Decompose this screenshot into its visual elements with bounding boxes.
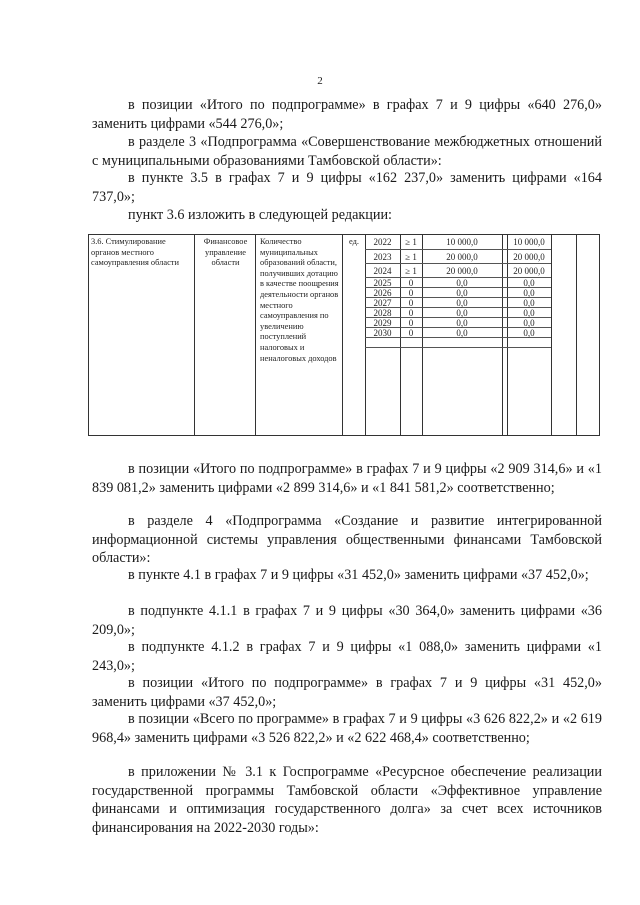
paragraph-itogo-subprogram-4: в позиции «Итого по подпрограмме» в графах 7 и 9 цифры «31 452,0» заменить цифрами «37 452,0»; xyxy=(92,675,602,710)
row-year: 2023 xyxy=(373,252,392,262)
paragraph-section-4: в разделе 4 «Подпрограмма «Создание и развитие интегрированной информационной системы управления общественными финансами Тамбовской области»: xyxy=(92,513,602,567)
paragraph-vsego-program: в позиции «Всего по программе» в графах 7 и 9 цифры «3 626 822,2» и «2 619 968,4» заменить цифрами «3 526 822,2» и «2 622 468,4» соответственно; xyxy=(92,711,602,746)
row-year: 2028 xyxy=(373,308,392,318)
executor: Финансовое управление области xyxy=(203,237,248,268)
row-total: 20 000,0 xyxy=(513,266,545,276)
row-target: ≥ 1 xyxy=(405,252,417,262)
row-target: 0 xyxy=(408,328,414,338)
row-amount: 0,0 xyxy=(456,328,468,338)
row-target: ≥ 1 xyxy=(405,237,417,247)
row-target: 0 xyxy=(408,288,414,298)
row-target: 0 xyxy=(408,278,414,288)
row-year: 2029 xyxy=(373,318,392,328)
paragraph-appendix-3-1: в приложении № 3.1 к Госпрограмме «Ресурсное обеспечение реализации государственной программы Тамбовской области «Эффективное управление финансами и оптимизация государственного долга» за счет всех источников финансирования на 2022-2030 годы»: xyxy=(92,764,602,837)
row-year: 2026 xyxy=(373,288,392,298)
row-target: 0 xyxy=(408,298,414,308)
row-year: 2030 xyxy=(373,328,392,338)
row-amount: 0,0 xyxy=(456,298,468,308)
paragraph-subpoint-4-1-2: в подпункте 4.1.2 в графах 7 и 9 цифры «1 088,0» заменить цифрами «1 243,0»; xyxy=(92,639,602,674)
paragraph-point-4-1: в пункте 4.1 в графах 7 и 9 цифры «31 452,0» заменить цифрами «37 452,0»; xyxy=(128,567,589,583)
row-year: 2022 xyxy=(373,237,392,247)
row-total: 0,0 xyxy=(523,328,535,338)
row-amount: 0,0 xyxy=(456,308,468,318)
page-number: 2 xyxy=(317,75,323,87)
row-target: ≥ 1 xyxy=(405,266,417,276)
measure-name: 3.6. Стимулирование органов местного самоуправления области xyxy=(91,237,179,268)
paragraph-point-3-5: в пункте 3.5 в графах 7 и 9 цифры «162 237,0» заменить цифрами «164 737,0»; xyxy=(92,170,602,205)
paragraph-subpoint-4-1-1: в подпункте 4.1.1 в графах 7 и 9 цифры «30 364,0» заменить цифрами «36 209,0»; xyxy=(92,603,602,638)
inserted-table xyxy=(88,234,600,436)
paragraph-itogo-subprogram-3: в позиции «Итого по подпрограмме» в графах 7 и 9 цифры «2 909 314,6» и «1 839 081,2» заменить цифрами «2 899 314,6» и «1 841 581,2» соответственно; xyxy=(92,461,602,496)
paragraph-section-3: в разделе 3 «Подпрограмма «Совершенствование межбюджетных отношений с муниципальными образованиями Тамбовской области»: xyxy=(92,134,602,169)
indicator-name: Количество муниципальных образований области, получивших дотацию в качестве поощрения деятельности органов местного самоуправления по увеличению поступлений налоговых и неналоговых доходов xyxy=(260,237,339,363)
row-year: 2024 xyxy=(373,266,392,276)
row-target: 0 xyxy=(408,308,414,318)
row-year: 2025 xyxy=(373,278,392,288)
row-total: 0,0 xyxy=(523,278,535,288)
row-amount: 10 000,0 xyxy=(446,237,478,247)
row-amount: 0,0 xyxy=(456,278,468,288)
row-total: 0,0 xyxy=(523,308,535,318)
row-amount: 0,0 xyxy=(456,318,468,328)
row-total: 0,0 xyxy=(523,298,535,308)
row-amount: 20 000,0 xyxy=(446,266,478,276)
row-total: 20 000,0 xyxy=(513,252,545,262)
row-total: 0,0 xyxy=(523,318,535,328)
row-amount: 0,0 xyxy=(456,288,468,298)
row-target: 0 xyxy=(408,318,414,328)
row-total: 0,0 xyxy=(523,288,535,298)
paragraph-point-3-6-intro: пункт 3.6 изложить в следующей редакции: xyxy=(128,207,392,223)
row-total: 10 000,0 xyxy=(513,237,545,247)
row-amount: 20 000,0 xyxy=(446,252,478,262)
unit: ед. xyxy=(349,237,359,246)
paragraph-itogo-subprogram-2: в позиции «Итого по подпрограмме» в графах 7 и 9 цифры «640 276,0» заменить цифрами «544 276,0»; xyxy=(92,97,602,132)
row-year: 2027 xyxy=(373,298,392,308)
